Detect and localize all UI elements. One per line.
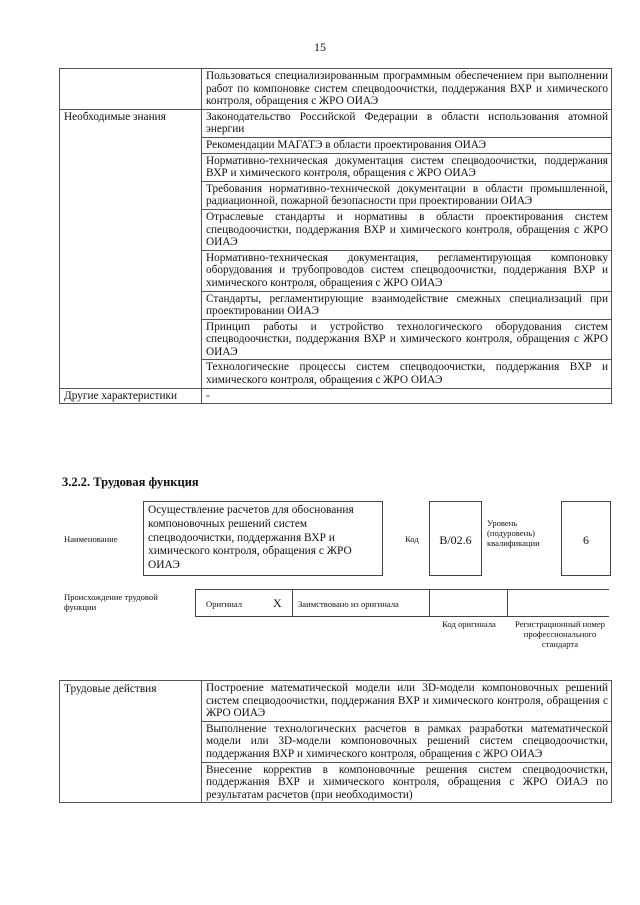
- table-row: [60, 388, 612, 404]
- knowledge-item: Нормативно-техническая документация систем спецводоочистки, поддержания ВХР и химического контроля, обращения с ЖРО ОИАЭ: [202, 153, 612, 181]
- other-value: -: [202, 388, 612, 404]
- action-item: Построение математической модели или 3D-модели компоновочных решений систем спецводоочистки, поддержания ВХР и химического контроля, обращения с ЖРО ОИАЭ: [202, 681, 612, 722]
- page-number: 15: [314, 40, 326, 54]
- knowledge-item: Технологические процессы систем спецводоочистки, поддержания ВХР и химического контроля, обращения с ЖРО ОИАЭ: [202, 360, 612, 388]
- table-row: [60, 109, 612, 137]
- knowledge-label: Необходимые знания: [60, 109, 202, 388]
- original-mark: X: [273, 596, 282, 610]
- reg-number-caption: Регистрационный номер профессионального стандарта: [515, 619, 605, 649]
- origin-original-cell: [195, 590, 292, 616]
- action-item: Внесение корректив в компоновочные решения систем спецводоочистки, поддержания ВХР и химического контроля, обращения с ЖРО ОИАЭ по результатам расчетов (при необходимости): [202, 762, 612, 803]
- table-row: [60, 681, 612, 722]
- qualification-level: 6: [561, 501, 611, 576]
- skill-item: Пользоваться специализированным программным обеспечением при выполнении работ по компоновке систем спецводоочистки, поддержания ВХР и химического контроля, обращения с ЖРО ОИАЭ: [202, 69, 612, 110]
- knowledge-item: Нормативно-техническая документация, регламентирующая компоновку оборудования и трубопроводов систем спецводоочистки, поддержания ВХР и химического контроля, обращения с ЖРО ОИАЭ: [202, 250, 612, 291]
- knowledge-table: [59, 68, 612, 404]
- knowledge-item: Стандарты, регламентирующие взаимодействие смежных специализаций при проектировании ОИАЭ: [202, 291, 612, 319]
- actions-table: [59, 680, 612, 803]
- original-label: Оригинал: [206, 599, 243, 609]
- level-label: Уровень (подуровень) квалификации: [487, 518, 540, 548]
- other-label: Другие характеристики: [60, 388, 202, 404]
- origin-label: Происхождение трудовой функции: [64, 592, 158, 612]
- origin-code-cell: [429, 590, 507, 616]
- origin-borrowed-cell: [292, 590, 429, 616]
- function-code: B/02.6: [429, 501, 482, 576]
- origin-row: [195, 589, 609, 617]
- function-name: Осуществление расчетов для обоснования компоновочных решений систем спецводоочистки, поддержания ВХР и химического контроля, обращения с ЖРО ОИАЭ: [143, 501, 383, 576]
- empty-label-cell: [60, 69, 202, 110]
- origin-reg-cell: [507, 590, 609, 616]
- knowledge-item: Рекомендации МАГАТЭ в области проектирования ОИАЭ: [202, 137, 612, 153]
- borrowed-label: Заимствовано из оригинала: [298, 599, 399, 609]
- action-item: Выполнение технологических расчетов в рамках разработки математической модели или 3D-модели компоновочных решений систем спецводоочистки, поддержания ВХР и химического контроля, обращения с ЖРО ОИАЭ: [202, 721, 612, 762]
- name-label: Наименование: [64, 534, 118, 544]
- knowledge-item: Законодательство Российской Федерации в области использования атомной энергии: [202, 109, 612, 137]
- section-title: 3.2.2. Трудовая функция: [62, 475, 199, 489]
- knowledge-item: Требования нормативно-технической документации в области промышленной, радиационной, пожарной безопасности при проектировании ОИАЭ: [202, 181, 612, 209]
- code-label: Код: [405, 534, 419, 544]
- actions-label: Трудовые действия: [60, 681, 202, 803]
- code-original-caption: Код оригинала: [442, 619, 496, 629]
- knowledge-item: Отраслевые стандарты и нормативы в области проектирования систем спецводоочистки, поддержания ВХР и химического контроля, обращения с ЖРО ОИАЭ: [202, 209, 612, 250]
- table-row: [60, 69, 612, 110]
- knowledge-item: Принцип работы и устройство технологического оборудования систем спецводоочистки, поддержания ВХР и химического контроля, обращения с ЖРО ОИАЭ: [202, 319, 612, 360]
